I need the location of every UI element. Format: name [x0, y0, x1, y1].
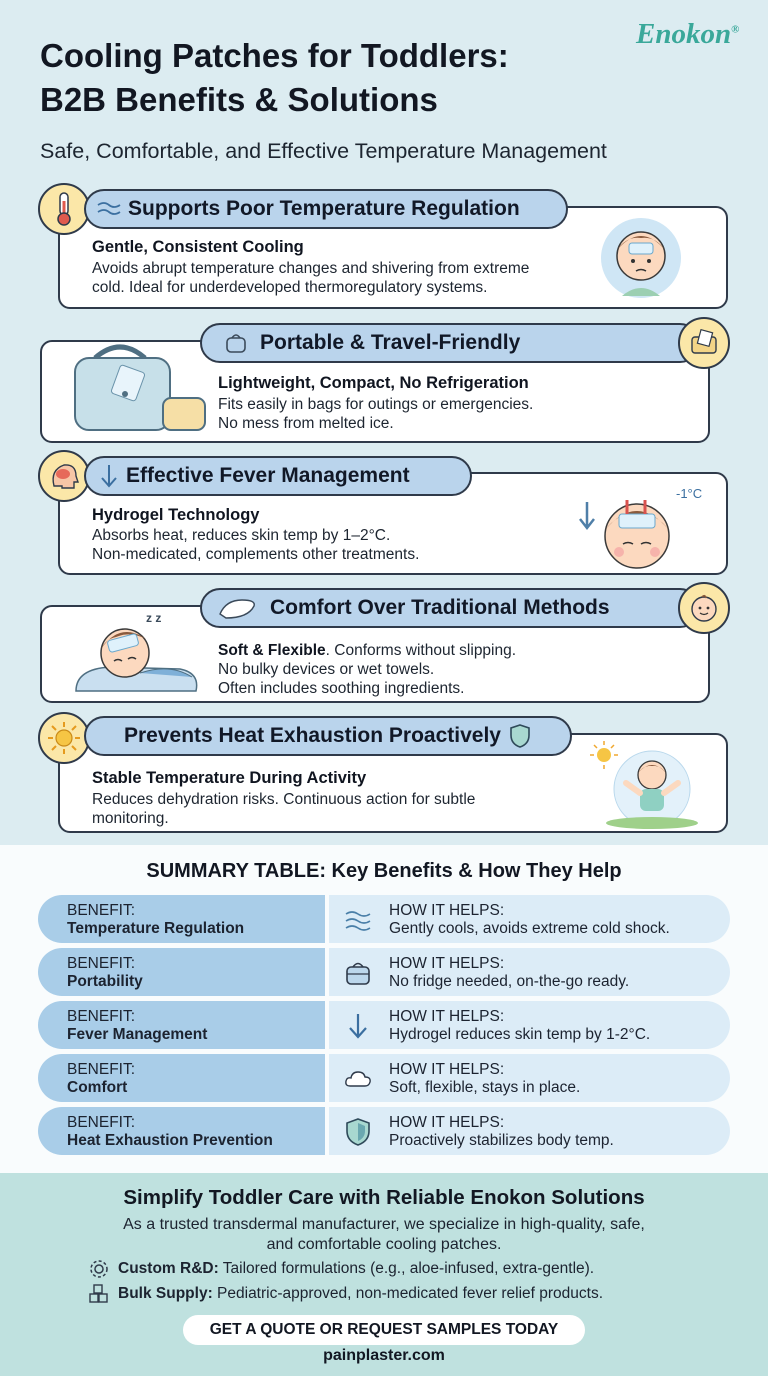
sleep-zz: z z: [146, 611, 162, 625]
benefit-subhead: Lightweight, Compact, No Refrigeration: [218, 374, 529, 392]
brand-logo: Enokon®: [636, 18, 740, 50]
benefit-text: Soft & Flexible. Conforms without slipping. No bulky devices or wet towels. Often includes soothing ingredients.: [218, 642, 517, 697]
benefit-text: Absorbs heat, reduces skin temp by 1–2°C. Non-medicated, complements other treatments.: [92, 527, 420, 563]
playing-toddler-illustration: [590, 739, 700, 831]
benefit-text: Avoids abrupt temperature changes and shivering from extreme cold. Ideal for underdeveloped thermoregulatory systems.: [92, 260, 530, 296]
bag-icon: [343, 958, 373, 988]
down-arrow-icon: [100, 463, 118, 489]
sun-icon: [38, 712, 90, 764]
benefit-cell: BENEFIT: Fever Management: [38, 1001, 325, 1049]
website-link[interactable]: painplaster.com: [323, 1347, 445, 1364]
table-row: [38, 948, 730, 996]
summary-title: SUMMARY TABLE: Key Benefits & How They Help: [146, 860, 622, 882]
helps-cell: HOW IT HELPS: No fridge needed, on-the-go ready.: [329, 948, 730, 996]
boxes-icon: [88, 1283, 110, 1305]
table-row: [38, 895, 730, 943]
helps-cell: HOW IT HELPS: Proactively stabilizes body temp.: [329, 1107, 730, 1155]
page-subtitle: Safe, Comfortable, and Effective Temperature Management: [40, 139, 607, 163]
sleeping-toddler-illustration: [70, 607, 210, 699]
shield-icon: [343, 1117, 373, 1147]
shield-icon: [509, 723, 531, 749]
benefit-cell: BENEFIT: Heat Exhaustion Prevention: [38, 1107, 325, 1155]
benefit-text: Fits easily in bags for outings or emergencies. No mess from melted ice.: [218, 396, 534, 432]
cloud-icon: [343, 1064, 373, 1094]
bag-icon: [224, 332, 248, 354]
cta-description: As a trusted transdermal manufacturer, we specialize in high-quality, safe, and comfortable cooling patches.: [123, 1216, 645, 1253]
benefit-title-pill: Portable & Travel-Friendly: [200, 323, 700, 363]
waves-icon: [96, 200, 122, 218]
toddler-patch-illustration: [600, 216, 682, 302]
cta-bullet-rd: Custom R&D: Tailored formulations (e.g., aloe-infused, extra-gentle).: [88, 1258, 594, 1280]
benefit-subhead: Soft & Flexible: [218, 642, 326, 659]
benefit-subhead: Stable Temperature During Activity: [92, 769, 367, 787]
cta-bullet-supply: Bulk Supply: Pediatric-approved, non-medicated fever relief products.: [88, 1283, 603, 1305]
table-row: [38, 1107, 730, 1155]
benefit-cell: BENEFIT: Temperature Regulation: [38, 895, 325, 943]
benefit-subhead: Gentle, Consistent Cooling: [92, 238, 304, 256]
cta-title: Simplify Toddler Care with Reliable Enokon Solutions: [123, 1186, 645, 1209]
helps-cell: HOW IT HELPS: Gently cools, avoids extreme cold shock.: [329, 895, 730, 943]
travel-bag-illustration: [60, 336, 210, 436]
benefit-title-pill: Effective Fever Management: [84, 456, 472, 496]
benefit-cell: BENEFIT: Portability: [38, 948, 325, 996]
temperature-drop-label: -1°C: [676, 486, 703, 501]
helps-cell: HOW IT HELPS: Hydrogel reduces skin temp by 1-2°C.: [329, 1001, 730, 1049]
waves-icon: [343, 905, 373, 935]
patch-icon: [218, 596, 258, 620]
page-title: Cooling Patches for Toddlers: B2B Benefits & Solutions: [40, 37, 509, 118]
pouch-icon: [678, 317, 730, 369]
gear-icon: [88, 1258, 110, 1280]
benefit-title-pill: Supports Poor Temperature Regulation: [84, 189, 568, 229]
head-heat-icon: [38, 450, 90, 502]
thermometer-icon: [38, 183, 90, 235]
table-row: [38, 1054, 730, 1102]
request-quote-button[interactable]: GET A QUOTE OR REQUEST SAMPLES TODAY: [183, 1315, 585, 1345]
benefit-title-pill: Comfort Over Traditional Methods: [200, 588, 700, 628]
table-row: [38, 1001, 730, 1049]
benefit-subhead: Hydrogel Technology: [92, 506, 260, 524]
benefit-text: Reduces dehydration risks. Continuous action for subtle monitoring.: [92, 791, 476, 827]
baby-face-icon: [678, 582, 730, 634]
down-arrow-icon: [343, 1011, 373, 1041]
benefit-title-pill: Prevents Heat Exhaustion Proactively: [84, 716, 572, 756]
helps-cell: HOW IT HELPS: Soft, flexible, stays in place.: [329, 1054, 730, 1102]
benefit-cell: BENEFIT: Comfort: [38, 1054, 325, 1102]
